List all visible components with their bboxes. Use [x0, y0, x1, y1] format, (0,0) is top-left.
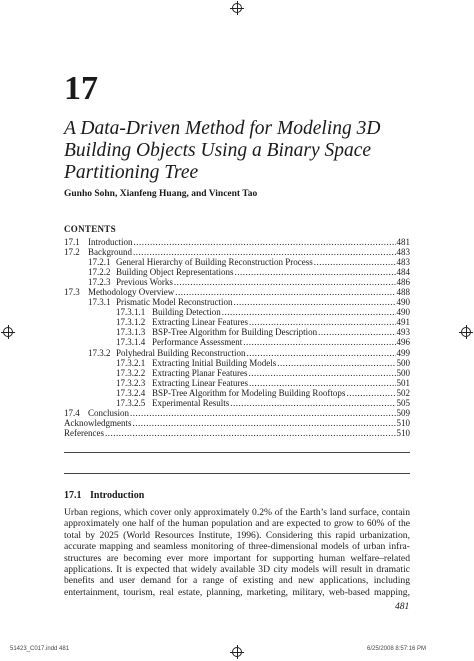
- toc-entry-number: 17.3.2.3: [116, 377, 146, 388]
- toc-entry-page: 500: [396, 357, 410, 368]
- toc-leader-dots: [133, 418, 396, 428]
- toc-leader-dots: [222, 307, 396, 317]
- toc-entry-page: 502: [396, 387, 410, 398]
- paragraph-line: benefits and user demand for a range of existing and new applications, including: [64, 575, 410, 587]
- paragraph-line: approximately one half of the human population and are expected to grow to 60% of the: [64, 518, 410, 530]
- toc-entry-number: 17.3.1: [88, 297, 111, 308]
- chapter-number: 17: [64, 70, 98, 107]
- toc-entry-page: 491: [396, 317, 410, 328]
- paragraph-line: total by 2025 (World Resources Institute, 1996). Considering this rapid urbanization,: [64, 529, 410, 541]
- toc-entry-page: 483: [396, 257, 410, 268]
- body-paragraph: [64, 507, 410, 598]
- toc-entry: [64, 307, 410, 317]
- toc-entry-title: BSP-Tree Algorithm for Modeling Building Rooftops: [152, 387, 346, 398]
- toc-entry-number: 17.3.2.2: [116, 367, 146, 378]
- toc-entry-page: 484: [396, 267, 410, 278]
- toc-entry-page: 510: [396, 417, 410, 428]
- toc-leader-dots: [277, 358, 395, 368]
- toc-entry: [64, 327, 410, 337]
- paragraph-line: entertainment, tourism, real estate, planning, marketing, military, web-based mapping,: [64, 586, 410, 598]
- chapter-authors: Gunho Sohn, Xianfeng Huang, and Vincent Tao: [64, 189, 258, 199]
- toc-entry: [64, 418, 410, 428]
- toc-entry: [64, 348, 410, 358]
- paragraph-line: structures are becoming ever more important for supporting human welfare–related: [64, 552, 410, 564]
- toc-entry-page: 481: [396, 237, 410, 247]
- toc-entry-number: 17.3.2.4: [116, 387, 146, 398]
- toc-entry: [64, 378, 410, 388]
- divider-bottom: [64, 473, 410, 474]
- toc-entry-page: 493: [396, 327, 410, 338]
- toc-entry: [64, 428, 410, 438]
- registration-mark-right: [461, 327, 471, 337]
- toc-entry-title: Performance Assessment: [152, 337, 243, 348]
- section-heading: [64, 490, 144, 501]
- toc-leader-dots: [130, 408, 395, 418]
- toc-entry: [64, 257, 410, 267]
- toc-entry-title: BSP-Tree Algorithm for Building Description: [152, 327, 318, 338]
- toc-leader-dots: [230, 398, 395, 408]
- toc-entry-title: Extracting Initial Building Models: [152, 357, 277, 368]
- toc-entry-title: Extracting Linear Features: [152, 317, 248, 328]
- toc-entry-number: 17.3.2.1: [116, 357, 146, 368]
- toc-entry: [64, 408, 410, 418]
- toc-entry: [64, 247, 410, 257]
- page-number: 481: [395, 602, 410, 612]
- paragraph-line: applications. It is expected that widely available 3D city models will result in dramatic: [64, 563, 410, 575]
- toc-leader-dots: [233, 297, 395, 307]
- toc-entry: [64, 398, 410, 408]
- toc-entry: [64, 317, 410, 327]
- toc-entry: [64, 358, 410, 368]
- toc-leader-dots: [248, 368, 395, 378]
- toc-entry-number: 17.3: [64, 287, 80, 298]
- toc-entry-title: Extracting Linear Features: [152, 377, 248, 388]
- toc-leader-dots: [247, 348, 396, 358]
- toc-leader-dots: [133, 247, 396, 257]
- toc-entry-page: 501: [396, 377, 410, 388]
- toc-entry-number: 17.4: [64, 407, 80, 418]
- toc-entry-title: Building Object Representations: [116, 267, 234, 278]
- toc-entry-number: 17.3.1.1: [116, 307, 146, 318]
- registration-mark-left: [3, 327, 13, 337]
- toc-entry-title: Conclusion: [88, 407, 130, 418]
- print-slug-right: 6/25/2008 8:57:16 PM: [367, 646, 427, 652]
- toc-entry-title: Building Detection: [152, 307, 221, 318]
- toc-leader-dots: [318, 327, 395, 337]
- registration-mark-bottom: [232, 647, 242, 657]
- paragraph-line: accurate mapping and seamless monitoring of three-dimensional models of urban infra-: [64, 541, 410, 553]
- toc-entry: [64, 297, 410, 307]
- toc-leader-dots: [249, 317, 396, 327]
- toc-entry-number: 17.3.1.2: [116, 317, 146, 328]
- toc-entry-number: 17.3.2: [88, 347, 111, 358]
- toc-entry: [64, 267, 410, 277]
- toc-entry-page: 509: [396, 407, 410, 418]
- section-number: 17.1: [64, 490, 82, 501]
- registration-mark-top: [232, 3, 242, 13]
- toc-leader-dots: [175, 287, 395, 297]
- toc-leader-dots: [249, 378, 396, 388]
- toc-entry-title: Extracting Planar Features: [152, 367, 248, 378]
- toc-entry-page: 483: [396, 247, 410, 258]
- toc-entry-page: 499: [396, 347, 410, 358]
- toc-entry-number: 17.2.2: [88, 267, 111, 278]
- divider-top: [64, 452, 410, 453]
- toc-entry-number: 17.2.3: [88, 277, 111, 288]
- toc-entry: [64, 237, 410, 247]
- toc-entry-title: Polyhedral Building Reconstruction: [116, 347, 246, 358]
- toc-entry: [64, 388, 410, 398]
- toc-entry-number: 17.3.2.5: [116, 397, 146, 408]
- toc-entry-title: Background: [88, 247, 132, 258]
- toc-entry-number: 17.2.1: [88, 257, 111, 268]
- toc-entry-page: 500: [396, 367, 410, 378]
- toc-entry-page: 486: [396, 277, 410, 288]
- toc-entry-page: 490: [396, 297, 410, 308]
- paragraph-line: Urban regions, which cover only approximately 0.2% of the Earth’s land surface, contain: [64, 507, 410, 518]
- toc-entry-title: References: [64, 427, 104, 438]
- toc-entry-page: 505: [396, 397, 410, 408]
- toc-entry-number: 17.1: [64, 237, 80, 247]
- toc-leader-dots: [174, 277, 396, 287]
- toc-entry: [64, 287, 410, 297]
- toc-entry-title: Previous Works: [116, 277, 173, 288]
- toc-entry-page: 496: [396, 337, 410, 348]
- toc-leader-dots: [243, 337, 395, 347]
- toc-entry: [64, 277, 410, 287]
- print-slug-left: 51423_C017.indd 481: [10, 646, 70, 652]
- toc-entry-title: Methodology Overview: [88, 287, 175, 298]
- toc-entry-number: 17.3.1.4: [116, 337, 146, 348]
- section-title: Introduction: [90, 490, 145, 501]
- toc-leader-dots: [134, 237, 396, 247]
- toc-entry-title: Experimental Results: [152, 397, 230, 408]
- chapter-title: A Data-Driven Method for Modeling 3D Building Objects Using a Binary Space Partitioning Tree: [64, 118, 381, 183]
- contents-heading: CONTENTS: [64, 224, 116, 234]
- toc-leader-dots: [314, 257, 396, 267]
- toc-entry-number: 17.3.1.3: [116, 327, 146, 338]
- toc-entry: [64, 337, 410, 347]
- toc-entry-title: Acknowledgments: [64, 417, 132, 428]
- toc-leader-dots: [234, 267, 395, 277]
- table-of-contents: [64, 237, 410, 438]
- toc-entry-page: 490: [396, 307, 410, 318]
- toc-entry-page: 488: [396, 287, 410, 298]
- toc-entry-title: General Hierarchy of Building Reconstruction Process: [116, 257, 313, 268]
- toc-leader-dots: [346, 388, 395, 398]
- toc-entry: [64, 368, 410, 378]
- toc-entry-number: 17.2: [64, 247, 80, 258]
- toc-entry-title: Prismatic Model Reconstruction: [116, 297, 233, 308]
- toc-leader-dots: [105, 428, 396, 438]
- toc-entry-title: Introduction: [88, 237, 133, 247]
- toc-entry-page: 510: [396, 427, 410, 438]
